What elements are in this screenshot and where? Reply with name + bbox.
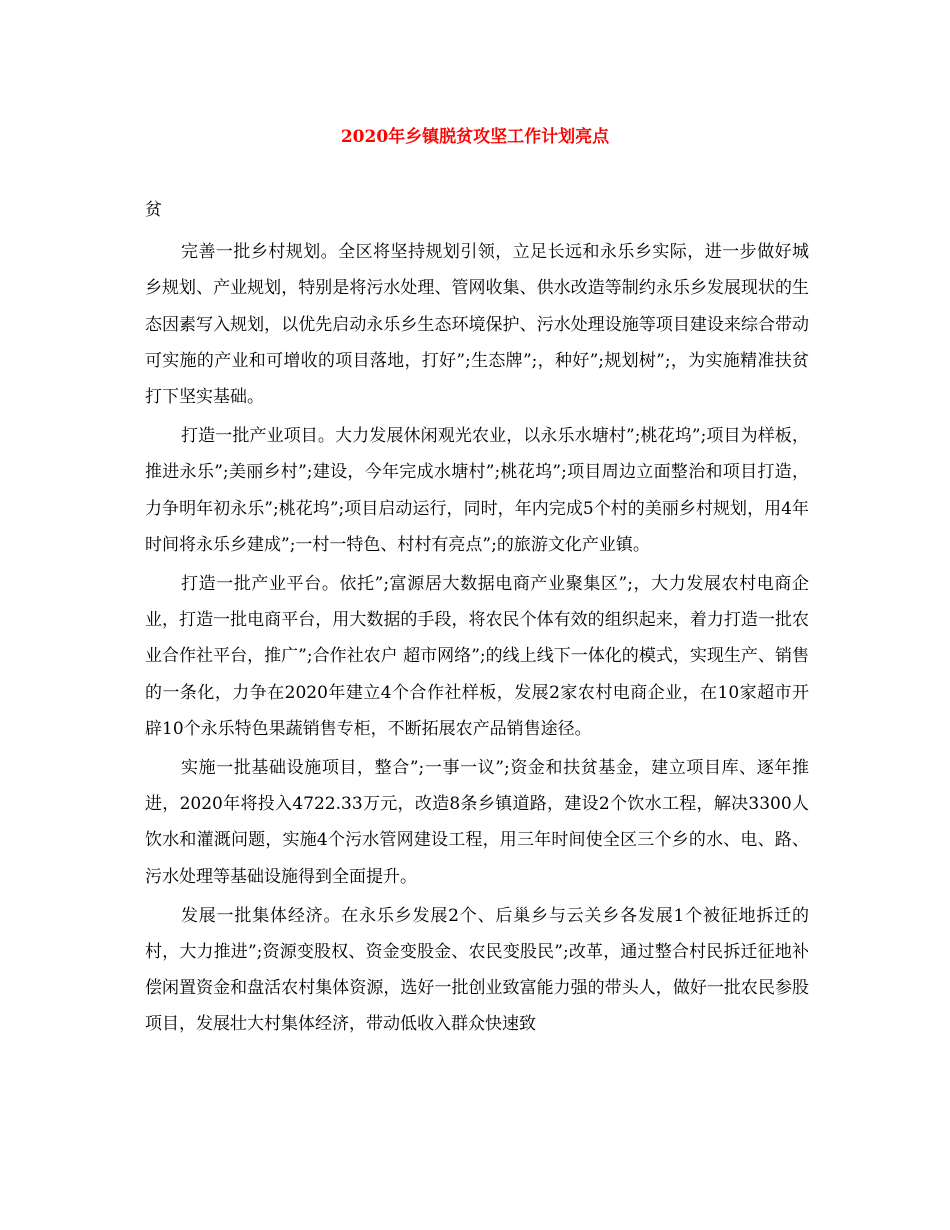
document-body: [145, 192, 809, 1046]
paragraph-infrastructure: 实施一批基础设施项目，整合”;一事一议”;资金和扶贫基金，建立项目库、逐年推进，2020年将投入4722.33万元，改造8条乡镇道路，建设2个饮水工程，解决3300人饮水和灌溉问题，实施4个污水管网建设工程，用三年时间使全区三个乡的水、电、路、污水处理等基础设施得到全面提升。: [145, 758, 809, 887]
paragraph-industry-projects: 打造一批产业项目。大力发展休闲观光农业，以永乐水塘村”;桃花坞”;项目为样板，推进永乐”;美丽乡村”;建设，今年完成水塘村”;桃花坞”;项目周边立面整治和项目打造，力争明年初永乐”;桃花坞”;项目启动运行，同时，年内完成5个村的美丽乡村规划，用4年时间将永乐乡建成”;一村一特色、村村有亮点”;的旅游文化产业镇。: [145, 426, 809, 555]
paragraph-collective-economy: 发展一批集体经济。在永乐乡发展2个、后巢乡与云关乡各发展1个被征地拆迁的村，大力推进”;资源变股权、资金变股金、农民变股民”;改革，通过整合村民拆迁征地补偿闲置资金和盘活农村集体资源，选好一批创业致富能力强的带头人，做好一批农民参股项目，发展壮大村集体经济，带动低收入群众快速致: [145, 905, 809, 1035]
document-title: 2020年乡镇脱贫攻坚工作计划亮点: [340, 127, 610, 147]
lead-fragment: 贫: [145, 200, 162, 220]
paragraph-industry-platforms: 打造一批产业平台。依托”;富源居大数据电商产业聚集区”;，大力发展农村电商企业，打造一批电商平台，用大数据的手段，将农民个体有效的组织起来，着力打造一批农业合作社平台，推广”;合作社农户 超市网络”;的线上线下一体化的模式，实现生产、销售的一条化，力争在2020年建立4个合作社样板，发展2家农村电商企业，在10家超市开辟10个永乐特色果蔬销售专柜，不断拓展农产品销售途径。: [145, 574, 809, 739]
paragraph-village-planning: 完善一批乡村规划。全区将坚持规划引领，立足长远和永乐乡实际，进一步做好城乡规划、产业规划，特别是将污水处理、管网收集、供水改造等制约永乐乡发展现状的生态因素写入规划，以优先启动永乐乡生态环境保护、污水处理设施等项目建设来综合带动可实施的产业和可增收的项目落地，打好”;生态牌”;，种好”;规划树”;，为实施精准扶贫打下坚实基础。: [145, 242, 809, 408]
